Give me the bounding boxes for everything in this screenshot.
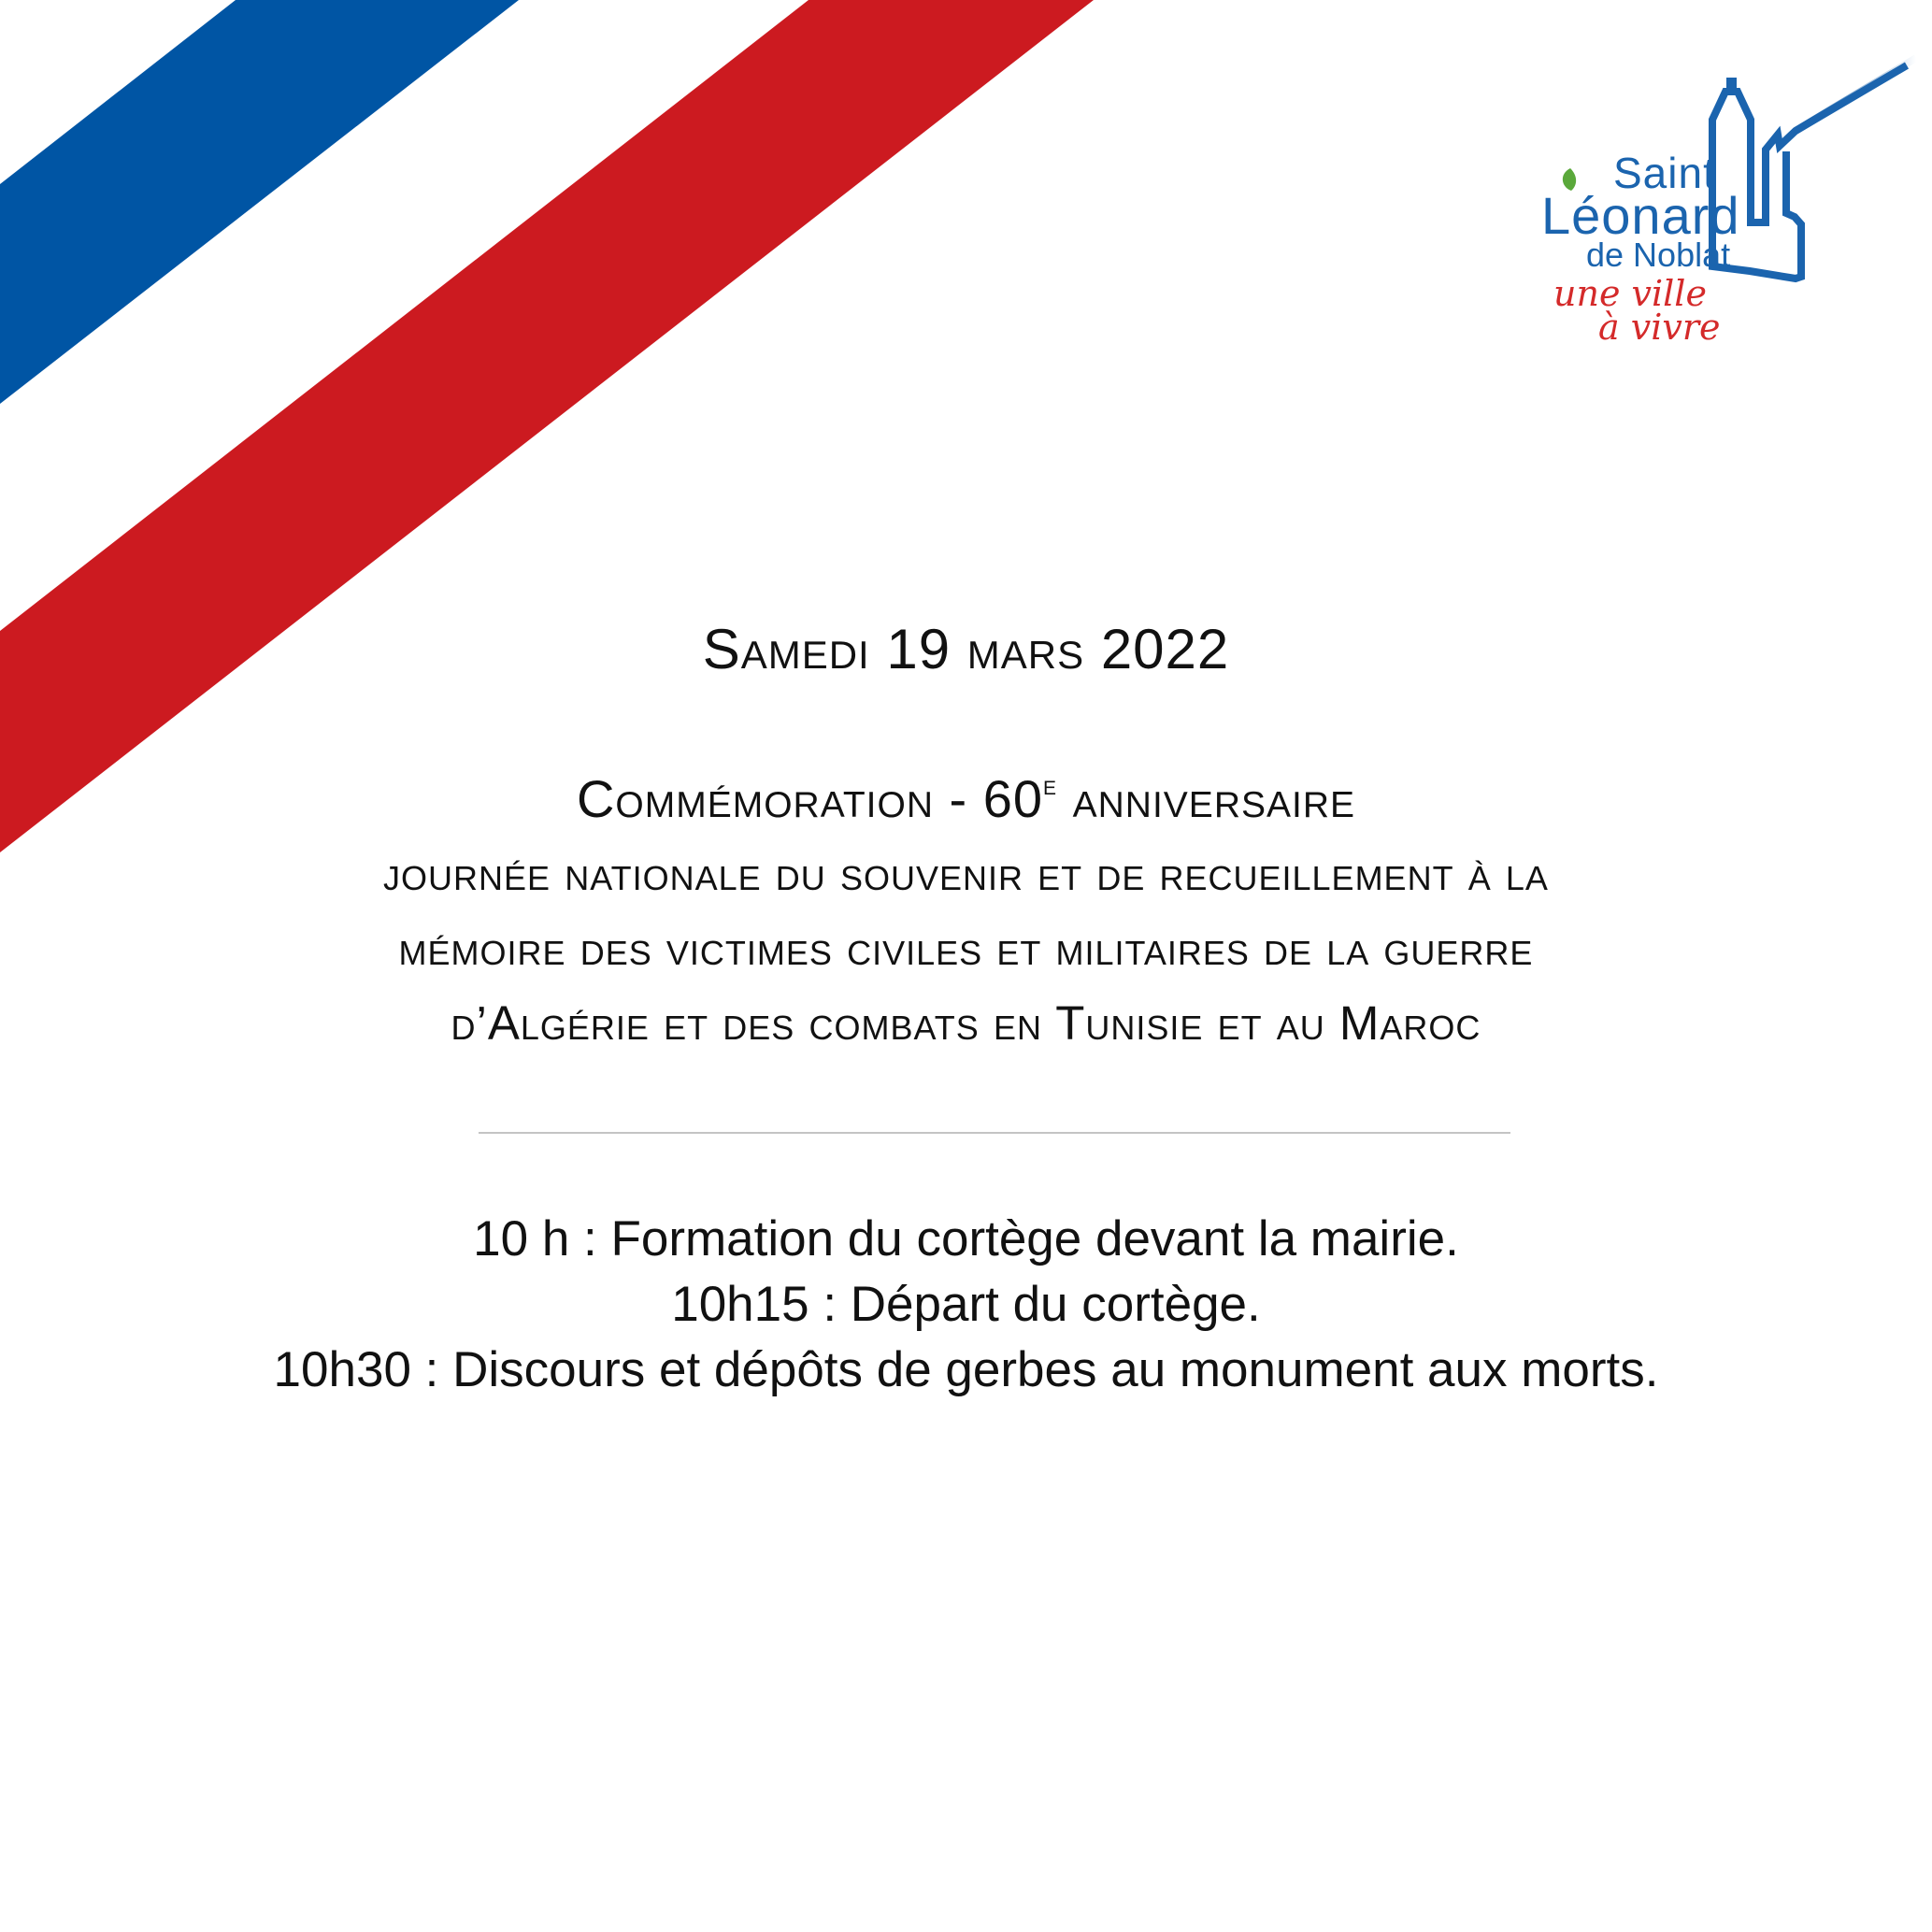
- logo-tagline-2: à vivre: [1598, 307, 1721, 348]
- schedule-item: 10h15 : Départ du cortège.: [671, 1277, 1261, 1332]
- logo-leonard: Léonard: [1541, 186, 1740, 245]
- logo-de-noblat: de Noblat: [1586, 236, 1731, 274]
- tricolor-ribbon: [0, 0, 1122, 879]
- event-subtitle-line-3: d’Algérie et des combats en Tunisie et au Maroc: [451, 996, 1481, 1050]
- event-title-tail: anniversaire: [1057, 769, 1356, 828]
- event-date: Samedi 19 mars 2022: [702, 618, 1230, 680]
- event-title: [0, 768, 1932, 829]
- divider: [479, 1132, 1510, 1134]
- logo-saint: Saint: [1613, 149, 1716, 197]
- event-subtitle-line-2: mémoire des victimes civiles et militaires de la guerre: [398, 922, 1534, 975]
- event-title-superscript: e: [1043, 770, 1058, 801]
- event-title-main: Commémoration - 60: [576, 769, 1044, 828]
- town-logo: [1496, 37, 1925, 355]
- logo-tagline-1: une ville: [1553, 273, 1707, 314]
- event-subtitle-line-1: journée nationale du souvenir et de recueillement à la: [383, 847, 1549, 900]
- schedule-item: 10h30 : Discours et dépôts de gerbes au monument aux morts.: [273, 1342, 1659, 1397]
- schedule-item: 10 h : Formation du cortège devant la mairie.: [473, 1211, 1459, 1267]
